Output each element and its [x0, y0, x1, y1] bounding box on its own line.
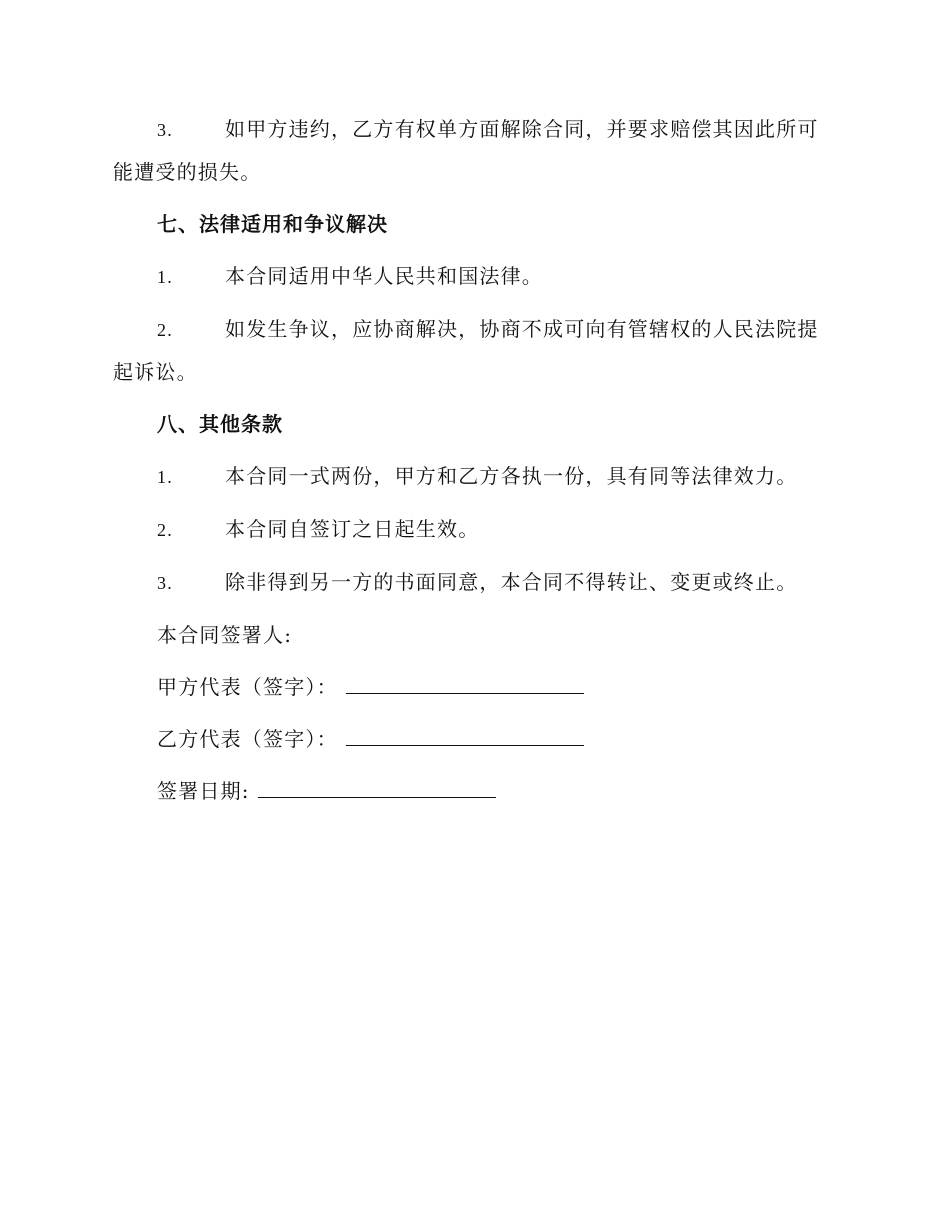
clause-7-2	[113, 308, 833, 393]
clause-number: 3.	[157, 120, 173, 140]
section-heading-8: 八、其他条款	[157, 412, 283, 436]
clause-number: 1.	[157, 267, 173, 287]
clause-8-3	[113, 561, 833, 604]
clause-text: 本合同一式两份，甲方和乙方各执一份，具有同等法律效力。	[225, 464, 798, 488]
party-b-signature-label: 乙方代表（签字）：	[157, 727, 338, 751]
signing-date-row	[113, 770, 833, 812]
party-b-signature-line	[346, 727, 584, 746]
signing-date-line	[258, 779, 496, 798]
clause-text: 如甲方违约，乙方有权单方面解除合同，并要求赔偿其因此所可能遭受的损失。	[113, 117, 819, 184]
clause-8-2	[113, 508, 833, 551]
clause-text: 本合同适用中华人民共和国法律。	[225, 264, 543, 288]
clause-number: 2.	[157, 520, 173, 540]
clause-8-1	[113, 455, 833, 498]
clause-7-1	[113, 255, 833, 298]
section-heading-7: 七、法律适用和争议解决	[157, 212, 388, 236]
clause-text: 如发生争议，应协商解决，协商不成可向有管辖权的人民法院提起诉讼。	[113, 317, 819, 384]
signing-date-label: 签署日期:	[157, 779, 250, 803]
clause-number: 1.	[157, 467, 173, 487]
clause-text: 除非得到另一方的书面同意，本合同不得转让、变更或终止。	[225, 570, 798, 594]
party-b-signature-row	[113, 718, 833, 760]
signatories-intro: 本合同签署人:	[157, 623, 293, 647]
party-a-signature-label: 甲方代表（签字）：	[157, 675, 338, 699]
clause-number: 2.	[157, 320, 173, 340]
clause-number: 3.	[157, 573, 173, 593]
party-a-signature-line	[346, 675, 584, 694]
clause-6-3	[113, 108, 833, 193]
document-content	[113, 108, 833, 822]
party-a-signature-row	[113, 666, 833, 708]
clause-text: 本合同自签订之日起生效。	[225, 517, 480, 541]
